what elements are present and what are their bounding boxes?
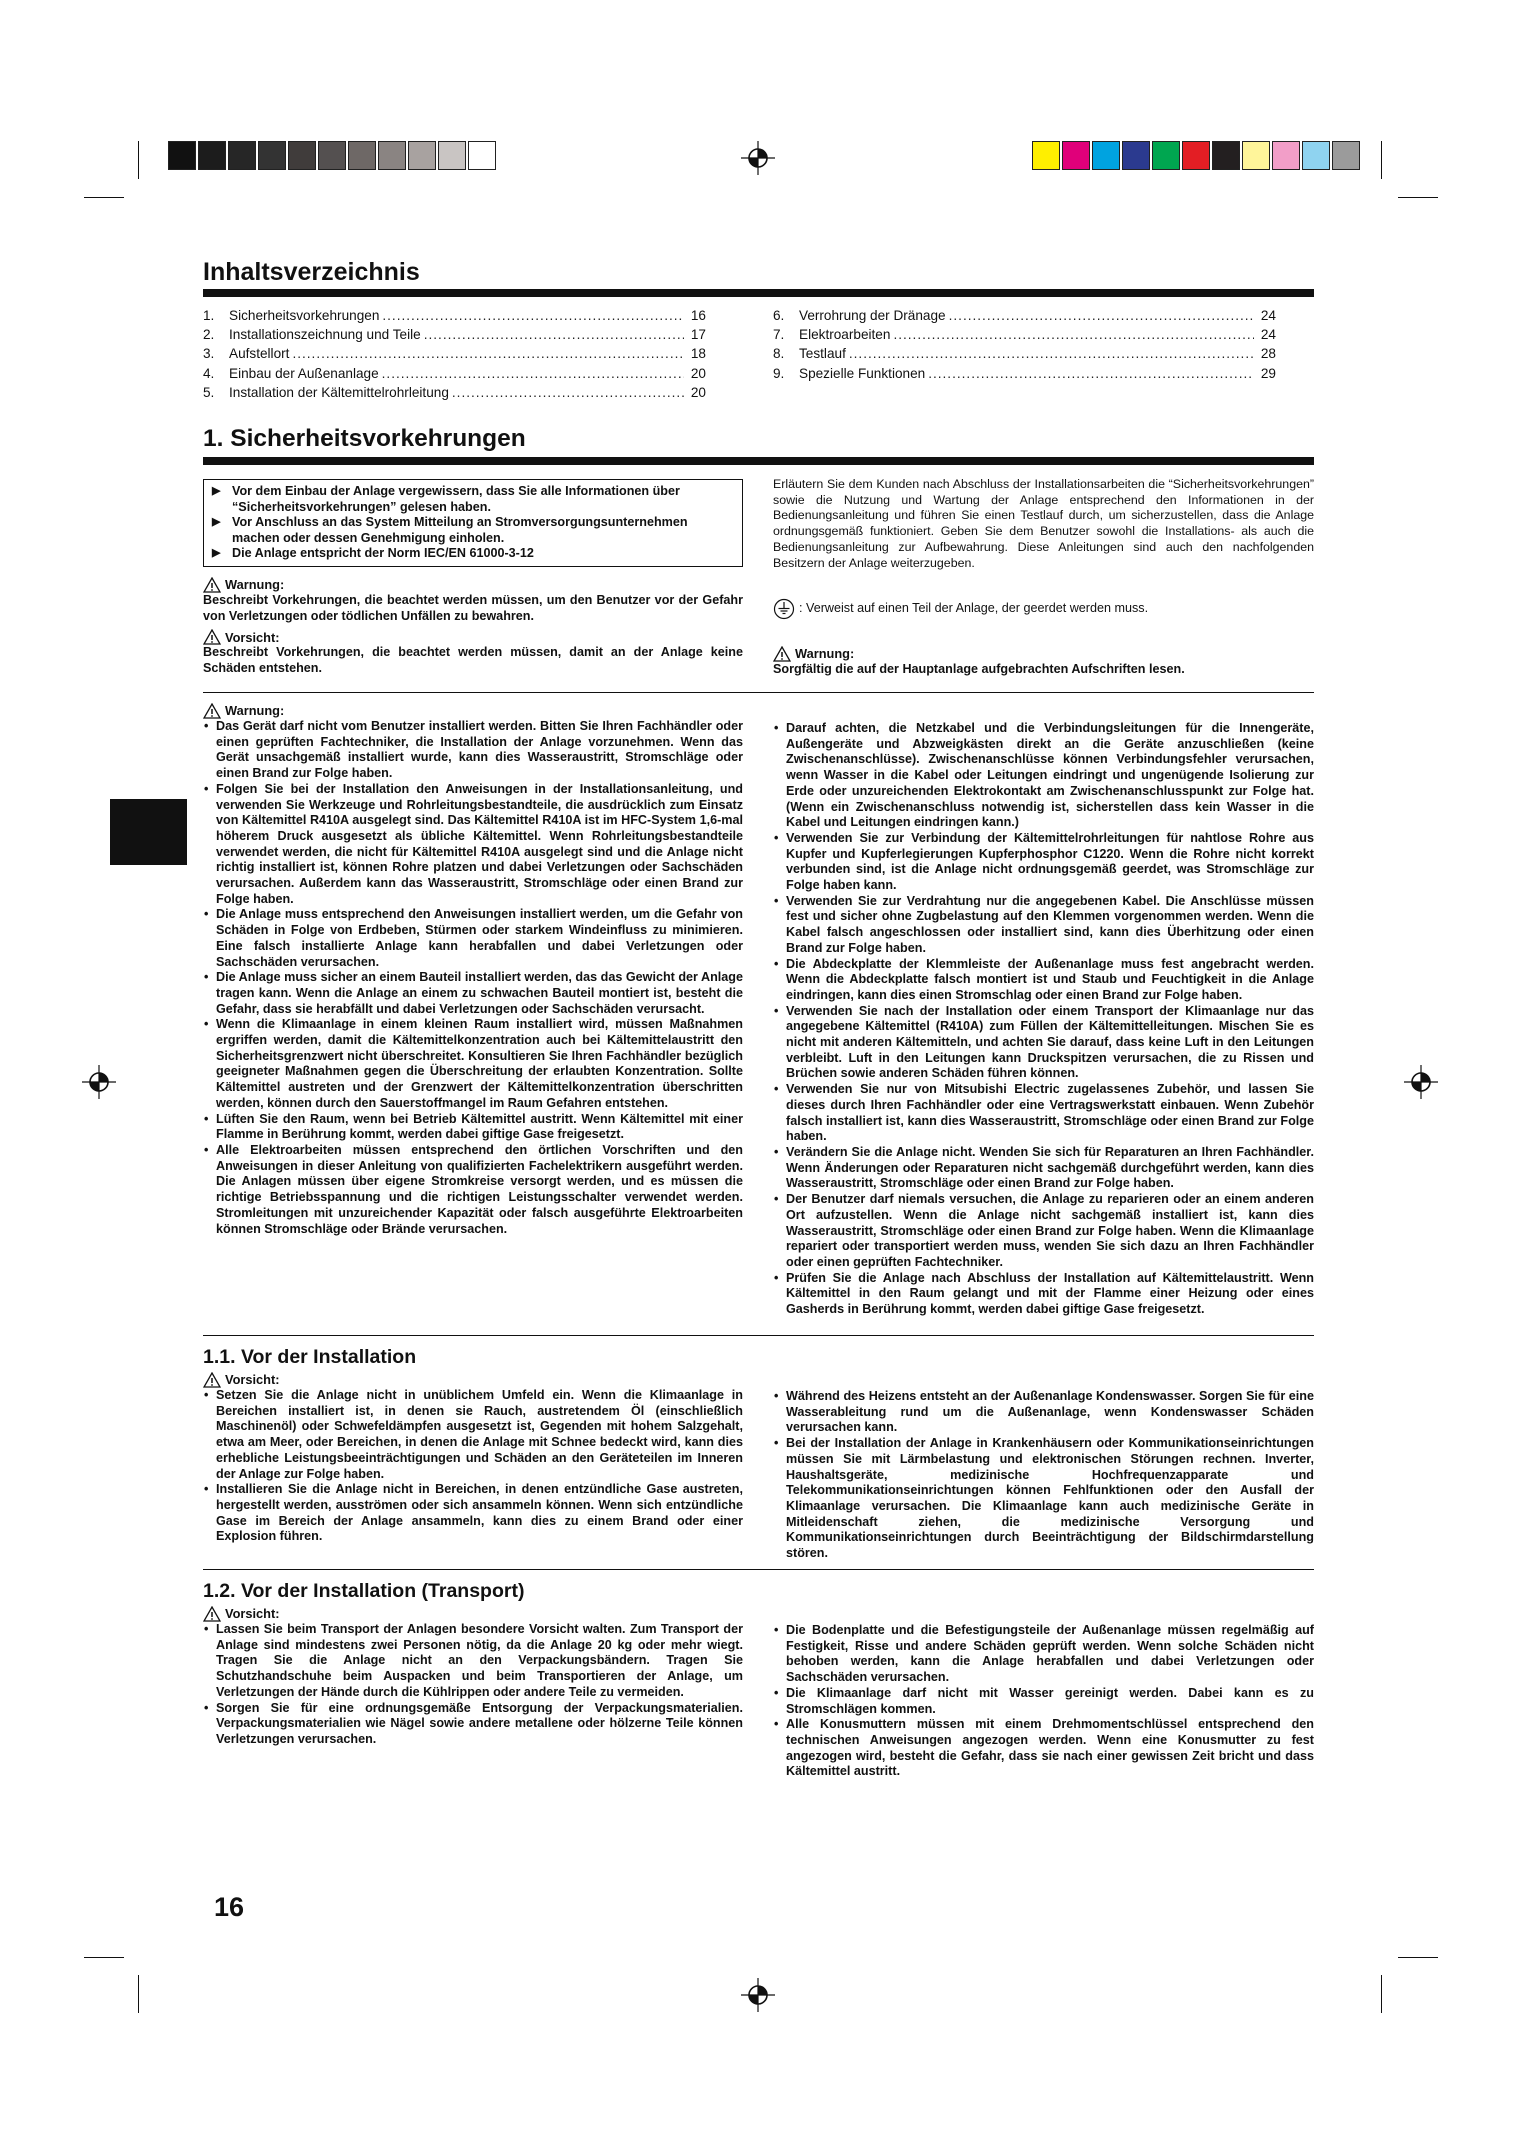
toc-title: Inhaltsverzeichnis [203,258,420,286]
divider [203,1335,1314,1336]
warning-triangle-icon [203,629,221,645]
color-swatch [348,141,376,170]
toc-right-column [773,306,1276,383]
crop-mark [1398,1957,1438,1958]
list-item: • Das Gerät darf nicht vom Benutzer installiert werden. Bitten Sie Ihren Fachhändler oder einen geprüften Fachtechniker, die Installation der Anlage vorzunehmen. Wenn das Gerät unsachgemäß installiert wurde, kann dies Wasseraustritt, Stromschläge oder einen Brand zur Folge haben. [203,719,743,782]
toc-entry[interactable]: 5. Installation der Kältemittelrohrleitung ..... 20 [203,383,706,402]
registration-mark-icon [1404,1065,1438,1099]
color-swatch [438,141,466,170]
toc-entry[interactable]: 8. Testlauf ..... 28 [773,344,1276,363]
ground-note: : Verweist auf einen Teil der Anlage, der geerdet werden muss. [773,598,1314,620]
label-warning: Warnung: Sorgfältig die auf der Hauptanlage aufgebrachten Aufschriften lesen. [773,646,1185,676]
divider [203,692,1314,693]
caution-heading: Vorsicht: [203,629,743,645]
toc-entry[interactable]: 7. Elektroarbeiten ..... 24 [773,325,1276,344]
color-swatch [1242,141,1270,170]
toc-rule [203,289,1314,297]
list-item: • Verwenden Sie zur Verdrahtung nur die angegebenen Kabel. Die Anschlüsse müssen fest und sicher ohne Zugbelastung auf den Klemmen vorgenommen werden. Wenn die Kabel falsch angeschlossen oder installiert sind, kann dies Überhitzung oder einen Brand zur Folge haben. [773,894,1314,957]
crop-mark [138,1975,139,2013]
list-item: • Die Anlage muss sicher an einem Bauteil installiert werden, das das Gewicht der Anlage tragen kann. Wenn die Anlage an einem zu schwachen Bauteil montiert ist, besteht die Gefahr, dass sie herabfällt und dabei Verletzungen oder Sachschäden verursacht. [203,970,743,1017]
list-item: • Folgen Sie bei der Installation den Anweisungen in der Installationsanleitung, und verwenden Sie Werkzeuge und Rohrleitungsbestandteile, die ausdrücklich zum Einsatz von Kältemittel R410A ausgelegt sind. Das Kältemittel R410A ist im HFC-System 1,6-mal höherem Druck ausgesetzt als übliche Kältemittel. Wenn Rohrleitungsbestandteile verwendet werden, die nicht für Kältemittel R410A ausgelegt sind und die Anlage nicht richtig installiert ist, können Rohre platzen und dabei Verletzungen oder Sachschäden verursachen. Außerdem kann das Wasseraustritt, Stromschläge oder einen Brand zur Folge haben. [203,782,743,908]
list-item: • Verwenden Sie nach der Installation oder einem Transport der Klimaanlage nur das angegebene Kältemittel (R410A) zum Füllen der Kältemittelleitungen. Mischen Sie es nicht mit anderen Kältemitteln, und achten Sie darauf, dass keine Luft in den Leitungen verbleibt. Luft in den Leitungen kann Druckspitzen verursachen, die zu Rissen und Brüchen sowie anderen Schäden führen können. [773,1004,1314,1083]
page-number: 16 [214,1892,245,1922]
color-swatch [198,141,226,170]
section-rule [203,457,1314,465]
arrow-right-icon: ▶ [212,547,221,560]
section-title: 1. Sicherheitsvorkehrungen [203,425,526,452]
toc-left-column [203,306,706,402]
registration-mark-icon [741,141,775,175]
color-swatch [1212,141,1240,170]
list-item: • Die Abdeckplatte der Klemmleiste der Außenanlage muss fest angebracht werden. Wenn die Abdeckplatte falsch montiert ist und Staub und Feuchtigkeit in die Anlage eindringen, kann dies einen Stromschlag oder einen Brand zur Folge haben. [773,957,1314,1004]
warning-heading: Warnung: [203,577,743,593]
color-swatch [408,141,436,170]
warnings-left: Warnung: • Das Gerät darf nicht vom Benutzer installiert werden. Bitten Sie Ihren Fachhändler oder einen geprüften Fachtechniker, die Installation der Anlage vorzunehmen. Wenn das Gerät unsachgemäß installiert wurde, kann dies Wasseraustritt, Stromschläge oder einen Brand zur Folge haben. • Folgen Sie bei der Installation den Anweisungen in der Installationsanleitung, und verwenden Sie Werkzeuge und Rohrleitungsbestandteile, die ausdrücklich zum Einsatz von Kältemittel R410A ausgelegt sind. Das Kältemittel R410A ist im HFC-System 1,6-mal höherem Druck ausgesetzt als übliche Kältemittel. Wenn Rohrleitungsbestandteile verwendet werden, die nicht für Kältemittel R410A ausgelegt sind und die Anlage nicht richtig installiert ist, können Rohre platzen und dabei Verletzungen oder Sachschäden verursachen. Außerdem kann das Wasseraustritt, Stromschläge oder einen Brand zur Folge haben. • Die Anlage muss entsprechend den Anweisungen installiert werden, um die Gefahr von Schäden in Folge von Erdbeben, Stürmen oder starkem Windeinfluss zu minimieren. Eine falsch installierte Anlage kann herabfallen und dabei Verletzungen oder Sachschäden verursachen. • Die Anlage muss sicher an einem Bauteil installiert werden, das das Gewicht der Anlage tragen kann. Wenn die Anlage an einem zu schwachen Bauteil montiert ist, besteht die Gefahr, dass sie herabfällt und dabei Verletzungen oder Sachschäden verursacht. • Wenn die Klimaanlage in einem kleinen Raum installiert wird, müssen Maßnahmen ergriffen werden, damit die Kältemittelkonzentration auch bei Kältemittelaustritt den Sicherheitsgrenzwert nicht überschreitet. Konsultieren Sie Ihren Fachhändler bezüglich geeigneter Maßnahmen gegen die Überschreitung der erlaubten Konzentration. Sollte Kältemittel austreten und der Grenzwert der Kältemittelkonzentration überschritten werden, können durch den Sauerstoffmangel im Raum Gefahren entstehen. • Lüften Sie den Raum, wenn bei Betrieb Kältemittel austritt. Wenn Kältemittel mit einer Flamme in Berührung kommt, werden dabei giftige Gase freigesetzt. • Alle Elektroarbeiten müssen entsprechend den örtlichen Vorschriften und den Anweisungen in dieser Anleitung von qualifizierten Fachelektrikern ausgeführt werden. Die Anlagen müssen über eigene Stromkreise versorgt werden, und es müssen die richtige Betriebsspannung und die richtigen Leistungsschalter verwendet werden. Stromleitungen mit unzureichender Kapazität oder falsch ausgeführte Elektroarbeiten können Stromschläge oder Brände verursachen. [203,703,743,1237]
notice-item: ▶ Vor Anschluss an das System Mitteilung an Stromversorgungsunternehmen machen oder dessen Genehmigung einholen. [212,515,688,545]
arrow-right-icon: ▶ [212,485,221,497]
notice-item: ▶ Vor dem Einbau der Anlage vergewissern, dass Sie alle Informationen über “Sicherheitsvorkehrungen” gelesen haben. [212,484,680,514]
color-swatch [1182,141,1210,170]
crop-mark [1381,141,1382,179]
color-swatch [468,141,496,170]
crop-mark [138,141,139,179]
color-swatch [228,141,256,170]
list-item: • Lassen Sie beim Transport der Anlagen besondere Vorsicht walten. Zum Transport der Anlage sind mindestens zwei Personen nötig, da die Anlage 20 kg oder mehr wiegt. Tragen Sie die Anlage nicht an den Verpackungsbändern. Tragen Sie Schutzhandschuhe beim Auspacken und beim Transportieren der Anlage, um Verletzungen der Hände durch die Kühlrippen oder andere Teile zu vermeiden. [203,1622,743,1701]
color-swatch [168,141,196,170]
color-swatch [1332,141,1360,170]
grayscale-bar [168,141,498,170]
toc-entry[interactable]: 2. Installationszeichnung und Teile ..... 17 [203,325,706,344]
color-swatch [288,141,316,170]
color-swatch [1272,141,1300,170]
caution-left: Vorsicht: • Lassen Sie beim Transport der Anlagen besondere Vorsicht walten. Zum Transport der Anlage sind mindestens zwei Personen nötig, da die Anlage 20 kg oder mehr wiegt. Tragen Sie die Anlage nicht an den Verpackungsbändern. Tragen Sie Schutzhandschuhe beim Auspacken und beim Transportieren der Anlage, um Verletzungen der Hände durch die Kühlrippen oder andere Teile zu vermeiden. • Sorgen Sie für eine ordnungsgemäße Entsorgung der Verpackungsmaterialien. Verpackungsmaterialien wie Nägel sowie andere metallene oder hölzerne Teile können Verletzungen verursachen. [203,1606,743,1748]
color-swatch [1092,141,1120,170]
color-swatch [1152,141,1180,170]
registration-mark-icon [82,1065,116,1099]
color-swatch [318,141,346,170]
list-item: • Alle Elektroarbeiten müssen entsprechend den örtlichen Vorschriften und den Anweisungen in dieser Anleitung von qualifizierten Fachelektrikern ausgeführt werden. Die Anlagen müssen über eigene Stromkreise versorgt werden, und es müssen die richtige Betriebsspannung und die richtigen Leistungsschalter verwendet werden. Stromleitungen mit unzureichender Kapazität oder falsch ausgeführte Elektroarbeiten können Stromschläge oder Brände verursachen. [203,1143,743,1237]
warning-triangle-icon [203,703,221,719]
warning-triangle-icon [203,577,221,593]
divider [203,1569,1314,1570]
toc-entry[interactable]: 1. Sicherheitsvorkehrungen ..... 16 [203,306,706,325]
color-swatch [258,141,286,170]
color-swatch [1062,141,1090,170]
list-item: • Prüfen Sie die Anlage nach Abschluss der Installation auf Kältemittelaustritt. Wenn Kältemittel in den Raum gelangt und mit der Flamme einer Heizung oder eines Gasherds in Berührung kommt, werden dabei giftige Gase freigesetzt. [773,1271,1314,1318]
crop-mark [1381,1975,1382,2013]
caution-right [773,1623,1314,1780]
toc-entry[interactable]: 4. Einbau der Außenanlage ..... 20 [203,364,706,383]
list-item: • Verändern Sie die Anlage nicht. Wenden Sie sich für Reparaturen an Ihren Fachhändler. Wenn Änderungen oder Reparaturen nicht sachgemäß durchgeführt werden, kann dies Wasseraustritt, Stromschläge oder einen Brand zur Folge haben. [773,1145,1314,1192]
list-item: • Die Anlage muss entsprechend den Anweisungen installiert werden, um die Gefahr von Schäden in Folge von Erdbeben, Stürmen oder starkem Windeinfluss zu minimieren. Eine falsch installierte Anlage kann herabfallen und dabei Verletzungen oder Sachschäden verursachen. [203,907,743,970]
crop-mark [84,1957,124,1958]
warning-triangle-icon [203,1606,221,1622]
language-side-tab [110,799,187,865]
color-swatch [1122,141,1150,170]
warning-triangle-icon [203,1372,221,1388]
list-item: • Wenn die Klimaanlage in einem kleinen Raum installiert wird, müssen Maßnahmen ergriffen werden, damit die Kältemittelkonzentration auch bei Kältemittelaustritt den Sicherheitsgrenzwert nicht überschreitet. Konsultieren Sie Ihren Fachhändler bezüglich geeigneter Maßnahmen gegen die Überschreitung der erlaubten Konzentration. Sollte Kältemittel austreten und der Grenzwert der Kältemittelkonzentration überschritten werden, können durch den Sauerstoffmangel im Raum Gefahren entstehen. [203,1017,743,1111]
caution-left: Vorsicht: • Setzen Sie die Anlage nicht in unüblichem Umfeld ein. Wenn die Klimaanlage in Bereichen installiert ist, in denen sie Rauch, austretendem Öl (einschließlich Maschinenöl) oder Schwefeldämpfen ausgesetzt ist, Gegenden mit hohem Salzgehalt, etwa am Meer, oder Bereichen, in denen die Anlage mit Schnee bedeckt wird, kann dies erhebliche Leistungsbeeinträchtigungen und Schäden an den Geräteteilen im Inneren der Anlage zur Folge haben. • Installieren Sie die Anlage nicht in Bereichen, in denen entzündliche Gase austreten, hergestellt werden, ausströmen oder sich ansammeln können. Wenn sich entzündliche Gase im Bereich der Anlage ansammeln, kann dies zu einem Brand oder einer Explosion führen. [203,1372,743,1545]
list-item: • Alle Konusmuttern müssen mit einem Drehmomentschlüssel entsprechend den technischen Anweisungen angezogen werden. Wenn eine Konusmutter zu fest angezogen wird, besteht die Gefahr, dass sie nach einer gewissen Zeit bricht und dass Kältemittel austritt. [773,1717,1314,1780]
list-item: • Bei der Installation der Anlage in Krankenhäusern oder Kommunikationseinrichtungen müssen Sie mit Lärmbelastung und elektronischen Störungen rechnen. Inverter, Haushaltsgeräte, medizinische Hochfrequenzapparate und Telekommunikationseinrichtungen können Fehlfunktionen oder den Ausfall der Klimaanlage verursachen. Die Klimaanlage kann auch medizinische Geräte in Mitleidenschaft ziehen, die medizinische Versorgung und Kommunikationseinrichtungen durch Beeinträchtigung der Bildschirmdarstellung stören. [773,1436,1314,1562]
color-swatch [378,141,406,170]
toc-entry[interactable]: 6. Verrohrung der Dränage ..... 24 [773,306,1276,325]
color-swatch [1302,141,1330,170]
warning-definition: Warnung: Beschreibt Vorkehrungen, die beachtet werden müssen, um den Benutzer vor der Gefahr von Verletzungen oder tödlichen Unfällen zu bewahren. Vorsicht: Beschreibt Vorkehrungen, die beachtet werden müssen, damit an der Anlage keine Schäden entstehen. [203,577,743,676]
warning-triangle-icon [773,646,791,662]
list-item: • Lüften Sie den Raum, wenn bei Betrieb Kältemittel austritt. Wenn Kältemittel mit einer Flamme in Berührung kommt, werden dabei giftige Gase freigesetzt. [203,1112,743,1143]
crop-mark [84,197,124,198]
registration-mark-icon [741,1978,775,2012]
list-item: • Während des Heizens entsteht an der Außenanlage Kondenswasser. Sorgen Sie für eine Wasserableitung rund um die Außenanlage, wenn Kondenswasser Schäden verursachen kann. [773,1389,1314,1436]
toc-entry[interactable]: 9. Spezielle Funktionen ..... 29 [773,364,1276,383]
crop-mark [1398,197,1438,198]
color-bar [1032,141,1362,170]
list-item: • Die Bodenplatte und die Befestigungsteile der Außenanlage müssen regelmäßig auf Festigkeit, Risse und andere Schäden geprüft werden. Wenn solche Schäden nicht behoben werden, kann die Anlage herabfallen und dabei Verletzungen oder Sachschäden verursachen. [773,1623,1314,1686]
list-item: • Der Benutzer darf niemals versuchen, die Anlage zu reparieren oder an einem anderen Ort aufzustellen. Wenn die Anlage nicht sachgemäß installiert ist, kann dies Wasseraustritt, Stromschläge oder einen Brand zur Folge haben. Wenn die Klimaanlage repariert oder transportiert werden muss, wenden Sie sich dazu an Ihren Fachhändler oder einen geprüften Fachtechniker. [773,1192,1314,1271]
color-swatch [1032,141,1060,170]
notice-item: ▶ Die Anlage entspricht der Norm IEC/EN 61000-3-12 [212,546,534,561]
arrow-right-icon: ▶ [212,516,221,529]
intro-text: Erläutern Sie dem Kunden nach Abschluss der Installationsarbeiten die “Sicherheitsvorkehrungen” sowie die Nutzung und Wartung der Anlage entsprechend den Informationen in der Bedienungsanleitung und führen Sie einen Testlauf durch, um sicherzustellen, dass die Anlage ordnungsgemäß funktioniert. Geben Sie dem Benutzer sowohl die Installations- als auch die Bedienungsanleitung zur Aufbewahrung. Diese Anleitungen sind auch den nachfolgenden Besitzern der Anlage weiterzugeben. [773,477,1314,570]
warnings-right [773,721,1314,1318]
list-item: • Setzen Sie die Anlage nicht in unüblichem Umfeld ein. Wenn die Klimaanlage in Bereichen installiert ist, in denen sie Rauch, austretendem Öl (einschließlich Maschinenöl) oder Schwefeldämpfen ausgesetzt ist, Gegenden mit hohem Salzgehalt, etwa am Meer, oder Bereichen, in denen die Anlage mit Schnee bedeckt wird, kann dies erhebliche Leistungsbeeinträchtigungen und Schäden an den Geräteteilen im Inneren der Anlage zur Folge haben. [203,1388,743,1482]
subsection-title: 1.2. Vor der Installation (Transport) [203,1580,525,1602]
subsection-title: 1.1. Vor der Installation [203,1346,417,1368]
caution-right [773,1389,1314,1562]
list-item: • Installieren Sie die Anlage nicht in Bereichen, in denen entzündliche Gase austreten, hergestellt werden, ausströmen oder sich ansammeln können. Wenn sich entzündliche Gase im Bereich der Anlage ansammeln, kann dies zu einem Brand oder einer Explosion führen. [203,1482,743,1545]
toc-entry[interactable]: 3. Aufstellort ..... 18 [203,344,706,363]
list-item: • Die Klimaanlage darf nicht mit Wasser gereinigt werden. Dabei kann es zu Stromschlägen kommen. [773,1686,1314,1717]
notice-box [203,479,743,567]
list-item: • Sorgen Sie für eine ordnungsgemäße Entsorgung der Verpackungsmaterialien. Verpackungsmaterialien wie Nägel sowie andere metallene oder hölzerne Teile können Verletzungen verursachen. [203,1701,743,1748]
list-item: • Verwenden Sie nur von Mitsubishi Electric zugelassenes Zubehör, und lassen Sie dieses durch Ihren Fachhändler oder eine Vertragswerkstatt einbauen. Wenn Zubehör falsch installiert ist, kann dies Wasseraustritt, Stromschläge oder einen Brand zur Folge haben. [773,1082,1314,1145]
ground-symbol-icon [773,598,795,620]
list-item: • Darauf achten, die Netzkabel und die Verbindungsleitungen für die Innengeräte, Außengeräte und Abzweigkästen direkt an die Geräte anzuschließen (keine Zwischenanschlüsse). Zwischenanschlüsse können Verbindungsfehler verursachen, wenn Wasser in die Kabel oder Leitungen eindringt und ungenügende Isolierung zur Erde oder unzureichenden Elektrokontakt am Zwischenanschlusspunkt zur Folge hat. (Wenn ein Zwischenanschluss notwendig ist, sicherstellen dass kein Wasser in die Kabel und Leitungen eindringen kann.) [773,721,1314,831]
list-item: • Verwenden Sie zur Verbindung der Kältemittelrohrleitungen für nahtlose Rohre aus Kupfer und Kupferlegierungen Kupferphosphor C1220. Wenn die Rohre nicht korrekt verbunden sind, ist die Anlage nicht ordnungsgemäß geerdet, was Stromschläge zur Folge haben kann. [773,831,1314,894]
